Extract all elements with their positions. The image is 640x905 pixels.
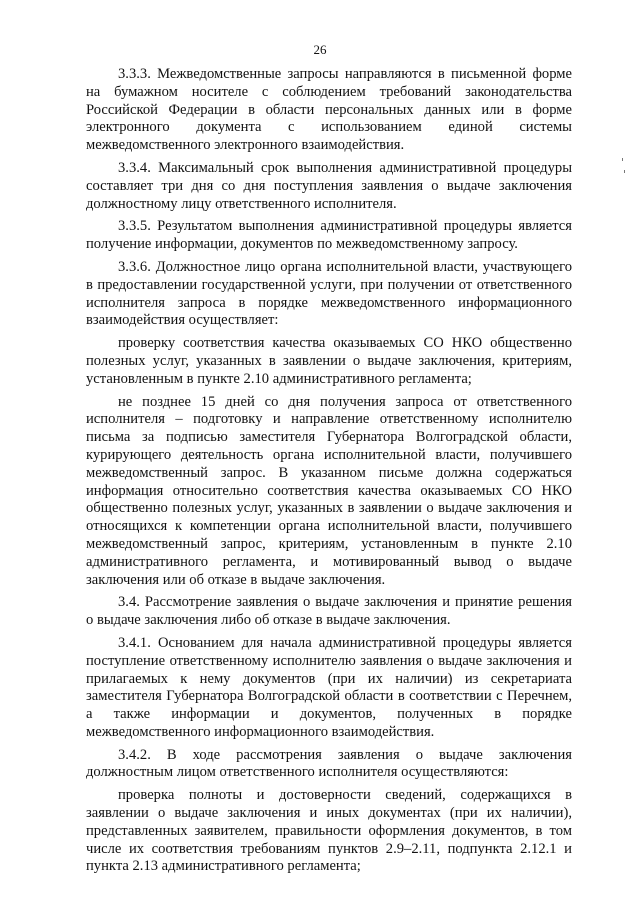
paragraph-letter-preparation: не позднее 15 дней со дня получения запроса от ответственного исполнителя – подготовку и направление ответственному исполнителю письма за подписью заместителя Губернатора Волгоградской области, курирующего деятельность органа исполнительной власти, получившего межведомственный запрос. В указанном письме должна содержаться информация относительно соответствия качества оказываемых СО НКО общественно полезных услуг, указанных в заявлении о выдаче заключения и относящихся к компетенции органа исполнительной власти, получившего межведомственный запрос, критериям, установленным в пункте 2.10 административного регламента, и мотивированный вывод о выдаче заключения или об отказе в выдаче заключения. — [86, 393, 572, 588]
paragraph-quality-check: проверку соответствия качества оказываемых СО НКО общественно полезных услуг, указанных в заявлении о выдаче заключения, критериям, установленным в пункте 2.10 административного регламента; — [86, 335, 572, 387]
scan-speck — [622, 158, 623, 161]
scan-speck — [624, 170, 625, 173]
paragraph-3-3-4: 3.3.4. Максимальный срок выполнения административной процедуры составляет три дня со дня поступления заявления о выдаче заключения должностному лицу ответственного исполнителя. — [86, 159, 572, 212]
page-number: 26 — [313, 42, 327, 57]
paragraph-3-3-3: 3.3.3. Межведомственные запросы направляются в письменной форме на бумажном носителе с соблюдением требований законодательства Российской Федерации в области персональных данных или в форме электронного документа с использованием единой системы межведомственного электронного взаимодействия. — [86, 66, 572, 154]
document-body — [86, 66, 572, 876]
paragraph-3-3-5: 3.3.5. Результатом выполнения административной процедуры является получение информации, документов по межведомственному запросу. — [86, 218, 572, 253]
paragraph-3-4-2: 3.4.2. В ходе рассмотрения заявления о выдаче заключения должностным лицом ответственного исполнителя осуществляются: — [86, 746, 572, 781]
paragraph-3-3-6: 3.3.6. Должностное лицо органа исполнительной власти, участвующего в предоставлении государственной услуги, при получении от ответственного исполнителя запроса в порядке межведомственного информационного взаимодействия осуществляет: — [86, 258, 572, 329]
paragraph-completeness-check: проверка полноты и достоверности сведений, содержащихся в заявлении о выдаче заключения и иных документах (при их наличии), представленных заявителем, правильности оформления документов, в том числе их соответствия требованиям пунктов 2.9–2.11, подпункта 2.12.1 и пункта 2.13 административного регламента; — [86, 787, 572, 875]
paragraph-3-4-1: 3.4.1. Основанием для начала административной процедуры является поступление ответственному исполнителю заявления о выдаче заключения и прилагаемых к нему документов (при их наличии) из секретариата заместителя Губернатора Волгоградской области в соответствии с Перечнем, а также информации и документов, полученных в порядке межведомственного информационного взаимодействия. — [86, 634, 572, 740]
paragraph-3-4: 3.4. Рассмотрение заявления о выдаче заключения и принятие решения о выдаче заключения либо об отказе в выдаче заключения. — [86, 594, 572, 629]
